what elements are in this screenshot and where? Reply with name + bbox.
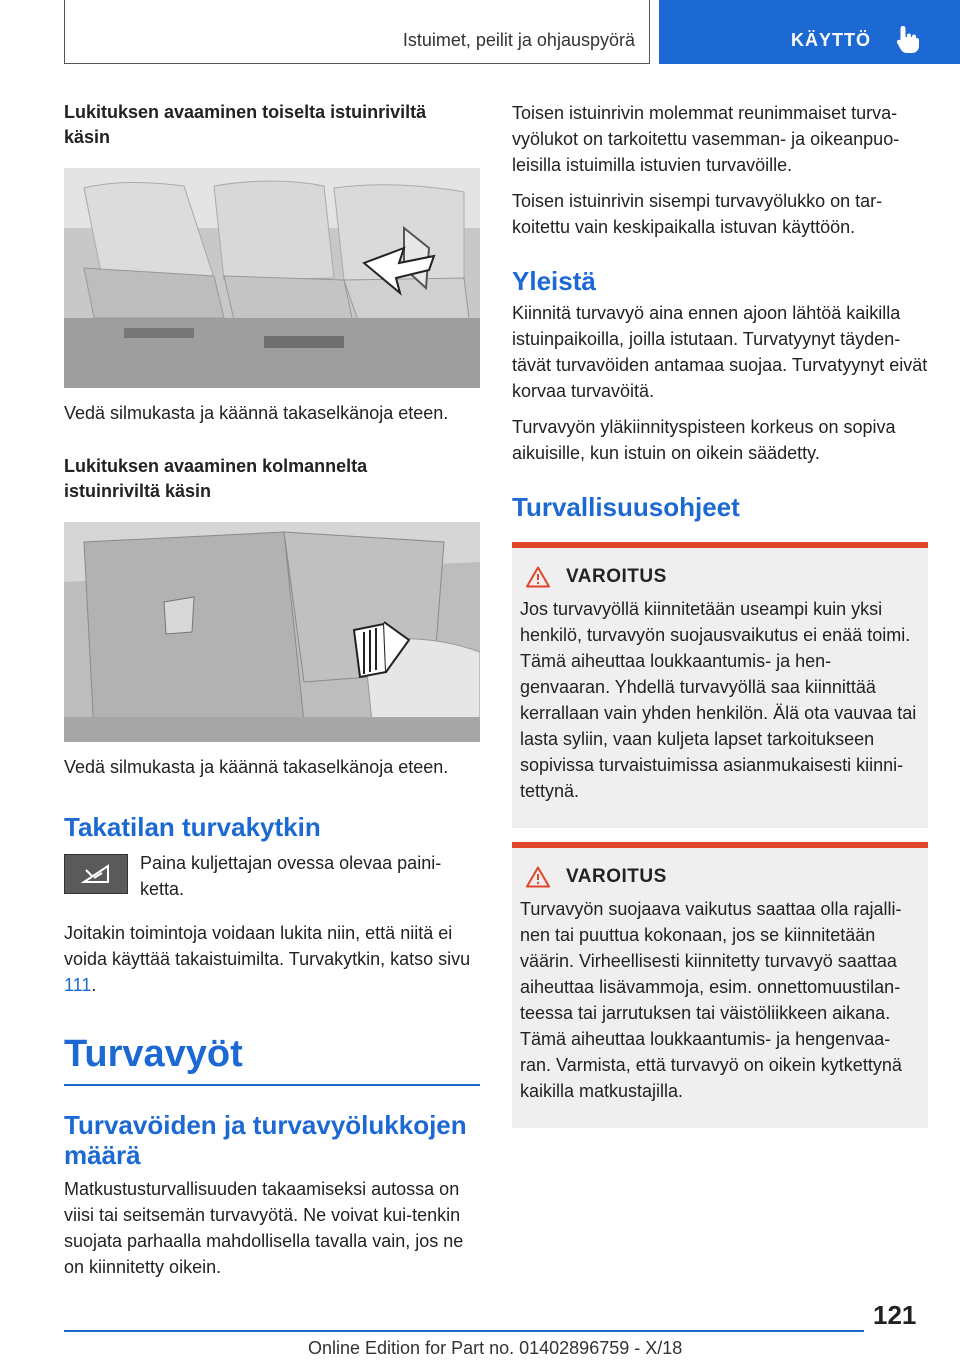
- header-section-title: Istuimet, peilit ja ohjauspyörä: [402, 30, 635, 50]
- heading-general: Yleistä: [512, 266, 596, 296]
- child-lock-button-text: Paina kuljettajan ovessa olevaa paini-ketta.: [140, 853, 442, 899]
- inner-buckle-paragraph: Toisen istuinrivin sisempi turvavyölukko on tar-koitettu vain keskipaikalla istuvan käyttöön.: [512, 191, 883, 237]
- warning-title-1: VAROITUS: [566, 566, 667, 587]
- right-column: [512, 100, 928, 1128]
- anchor-height-paragraph: Turvavyön yläkiinnityspisteen korkeus on sopiva aikuisille, kun istuin on oikein säädetty.: [512, 417, 896, 463]
- pointing-hand-icon: [895, 24, 921, 54]
- header-chapter-label: KÄYTTÖ: [791, 30, 871, 50]
- warning-text-2: Turvavyön suojaava vaikutus saattaa olla rajalli-nen tai puuttua kokonaan, jos se kiinnitetään väärin. Virheellisesti kiinnitetty turvavyö saattaa aiheuttaa lisävammoja, esim. onnettomuustilan-teessa tai jarrutuksen tai väistöliikkeen aikana. Tämä aiheuttaa loukkaantumis- ja hengenvaa-ran. Varmista, että turvavyö on oikein kytkettynä kaikilla matkustajilla.: [520, 899, 902, 1101]
- footer-edition-text: Online Edition for Part no. 01402896759 - X/18: [308, 1338, 683, 1358]
- warning-box-2: [512, 842, 928, 1128]
- child-lock-paragraph-text: Joitakin toimintoja voidaan lukita niin, että niitä ei voida käyttää takaistuimilta. Turvakytkin, katso sivu: [64, 923, 471, 969]
- general-paragraph: Kiinnitä turvavyö aina ennen ajoon lähtöä kaikilla istuinpaikoilla, joilla istutaan. Turvatyynyt täyden-tävät turvavöiden antamaa suojaa. Turvatyynyt eivät korvaa turvavöitä.: [512, 303, 928, 401]
- footer-rule: [64, 1330, 864, 1332]
- child-lock-button-icon: [64, 854, 128, 894]
- header-section-box: [64, 0, 650, 64]
- left-column: [64, 100, 480, 1280]
- page-111-link[interactable]: 111: [64, 975, 92, 995]
- warning-triangle-icon: [526, 866, 550, 888]
- warning-title-2: VAROITUS: [566, 866, 667, 887]
- third-row-seat-photo: [64, 522, 480, 742]
- warning-text-1: Jos turvavyöllä kiinnitetään useampi kuin yksi henkilö, turvavyön suojausvaikutus ei enää toimi. Tämä aiheuttaa loukkaantumis- ja hen-genvaaran. Yhdellä turvavyöllä saa kiinnittää kerrallaan vain yhden henkilön. Älä ota vauvaa tai lasta syliin, vaan kuljeta lapset tarkoitukseen sopivissa turvaistuimissa asianmukaisesti kiinni-tettynä.: [520, 599, 917, 801]
- warning-triangle-icon: [526, 566, 550, 588]
- heading-belt-count: Turvavöiden ja turvavyölukkojen määrä: [64, 1110, 467, 1170]
- heading-child-safety-lock: Takatilan turvakytkin: [64, 812, 321, 842]
- caption-third-row: Vedä silmukasta ja käännä takaselkänoja eteen.: [64, 757, 449, 777]
- page-number: 121: [873, 1300, 917, 1330]
- child-lock-instruction: [64, 850, 480, 902]
- child-lock-paragraph: [64, 920, 480, 998]
- subheading-second-row: Lukituksen avaaminen toiselta istuinriviltä käsin: [64, 102, 427, 147]
- heading-seat-belts: Turvavyöt: [64, 1032, 480, 1086]
- caption-second-row: Vedä silmukasta ja käännä takaselkänoja eteen.: [64, 403, 449, 423]
- subheading-third-row: Lukituksen avaaminen kolmannelta istuinriviltä käsin: [64, 456, 368, 501]
- heading-safety-notes: Turvallisuusohjeet: [512, 492, 740, 522]
- outer-buckles-paragraph: Toisen istuinrivin molemmat reunimmaiset turva-vyölukot on tarkoitettu vasemman- ja oikeanpuo-leisilla istuimilla istuvien turvavöille.: [512, 103, 900, 175]
- warning-title-row-2: [520, 866, 920, 888]
- warning-title-row-1: [520, 566, 920, 588]
- header-chapter-tab: [659, 0, 960, 64]
- belt-count-paragraph: Matkustusturvallisuuden takaamiseksi autossa on viisi tai seitsemän turvavyötä. Ne voivat kui-tenkin suojata parhaalla mahdollisella tavalla vain, jos ne on kiinnitetty oikein.: [64, 1179, 464, 1277]
- second-row-seat-photo: [64, 168, 480, 388]
- child-lock-paragraph-end: .: [91, 975, 97, 995]
- warning-box-1: [512, 542, 928, 828]
